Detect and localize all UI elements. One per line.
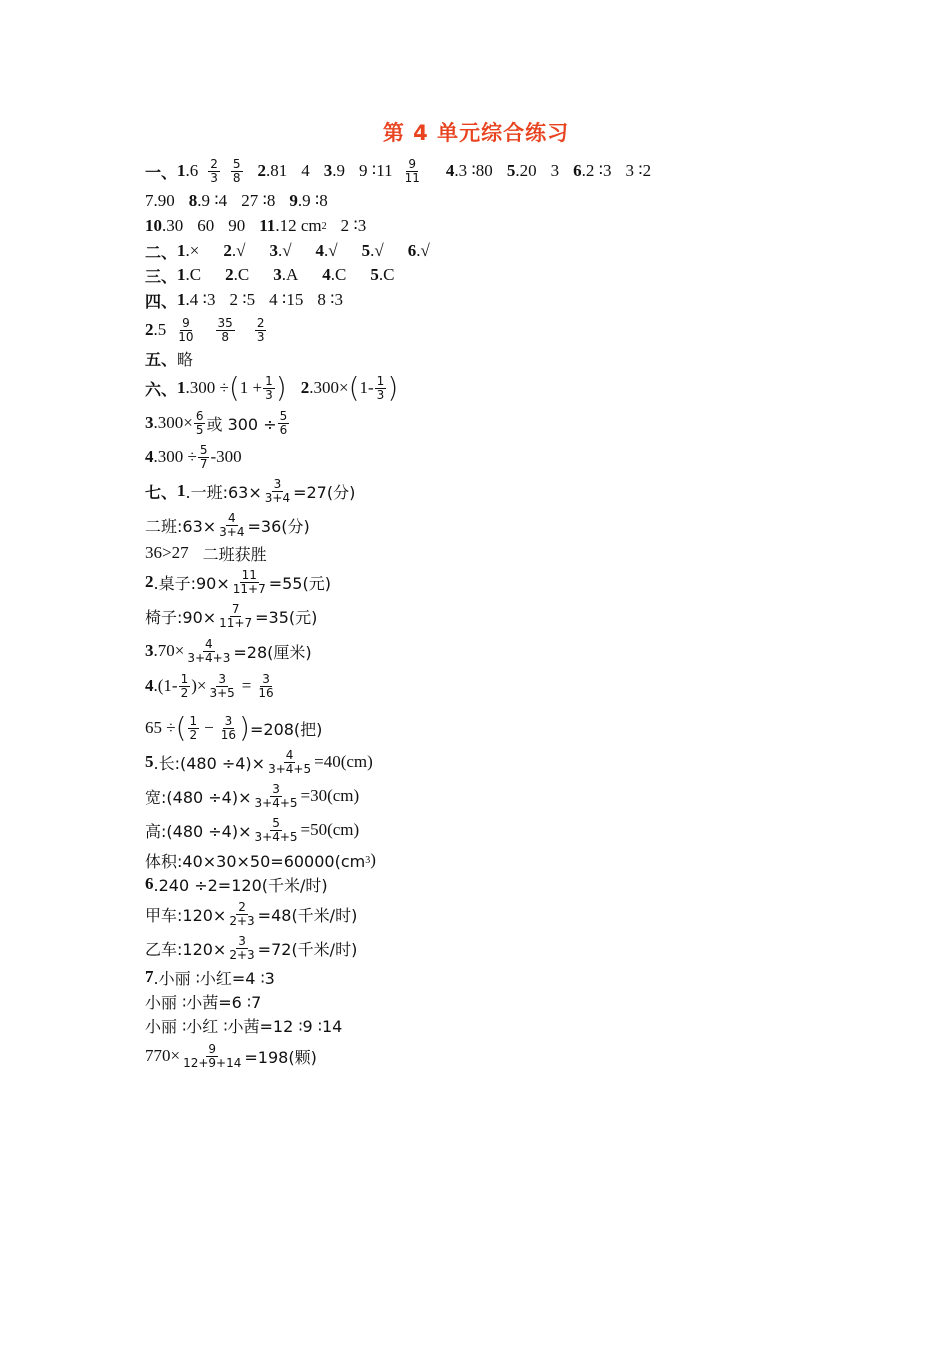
section-7-line-10: 宽:(480 ÷4)× $\frac{3}{3+4+5}$ =30(cm) bbox=[145, 781, 360, 810]
fraction: $\frac{1}{2}$ bbox=[189, 713, 198, 742]
fraction: $\frac{7}{11+7}$ bbox=[219, 601, 253, 630]
section-7-line-7: 4 .(1- $\frac{1}{2}$ )× $\frac{3}{3+5}$ = $\frac{3}{16}$ bbox=[145, 671, 274, 700]
fraction: $\frac{35}{8}$ bbox=[217, 315, 233, 344]
section-2-item-number: 2 bbox=[223, 241, 232, 260]
fraction: $\frac{2}{3}$ bbox=[210, 156, 218, 185]
fraction: $\frac{11}{11+7}$ bbox=[232, 567, 266, 596]
section-7-line-11: 高:(480 ÷4)× $\frac{5}{3+4+5}$ =50(cm) bbox=[145, 815, 360, 844]
section-5-line: 五、 略 bbox=[145, 343, 193, 373]
fraction: $\frac{4}{3+4+3}$ bbox=[187, 636, 231, 665]
fraction: $\frac{5}{3+4+5}$ bbox=[254, 815, 298, 844]
fraction: $\frac{9}{11}$ bbox=[404, 156, 420, 185]
section-4-head: 四、 bbox=[145, 291, 178, 311]
section-3-head: 三、 bbox=[145, 266, 178, 286]
fraction: $\frac{3}{2+3}$ bbox=[229, 933, 255, 962]
section-7-line-2: 二班:63× $\frac{4}{3+4}$ =36(分) bbox=[145, 510, 310, 539]
section-2-item-number: 4 bbox=[315, 241, 325, 260]
section-6-line-1: 六、 1 .300 ÷ ( 1 + $\frac{1}{3}$ ) 2 .300× ( 1- $\frac{1}{3}$ ) bbox=[145, 371, 399, 404]
fraction: $\frac{4}{3+4+5}$ bbox=[268, 747, 312, 776]
fraction: $\frac{2}{2+3}$ bbox=[229, 899, 255, 928]
section-3-item-answer: .C bbox=[330, 265, 347, 284]
section-2-item-answer: .√ bbox=[370, 241, 384, 260]
section-7-line-4: 2 .桌子:90× $\frac{11}{11+7}$ =55(元) bbox=[145, 567, 331, 596]
section-7-line-3: 36>27 二班获胜 bbox=[145, 543, 267, 564]
fraction: $\frac{1}{3}$ bbox=[265, 373, 273, 402]
section-6-line-4: 4 .300 ÷ $\frac{5}{7}$ -300 bbox=[145, 442, 242, 471]
section-3-item-number: 4 bbox=[322, 265, 331, 284]
section-2-item-answer: .√ bbox=[416, 241, 430, 260]
section-7-line-15: 乙车:120× $\frac{3}{2+3}$ =72(千米/时) bbox=[145, 933, 358, 962]
section-3-item-number: 2 bbox=[225, 265, 234, 284]
fraction: $\frac{5}{7}$ bbox=[199, 442, 208, 471]
fraction: $\frac{2}{3}$ bbox=[256, 315, 265, 344]
section-7-line-17: 小丽 ∶小茜=6 ∶7 bbox=[145, 992, 262, 1012]
section-7-line-13: 6 .240 ÷2=120(千米/时) bbox=[145, 874, 328, 895]
fraction: $\frac{3}{3+4}$ bbox=[264, 476, 291, 505]
fraction: $\frac{5}{8}$ bbox=[232, 156, 241, 185]
section-7-line-19: 770× $\frac{9}{12+9+14}$ =198(颗) bbox=[145, 1041, 317, 1070]
section-4-line-2: 2 .5 $\frac{9}{10}$ $\frac{35}{8}$ $\frac{2}{3}$ bbox=[145, 315, 265, 344]
fraction: $\frac{6}{5}$ bbox=[195, 408, 204, 437]
section-3-item-answer: .C bbox=[378, 265, 395, 284]
section-1-line-3: 10 .30 60 90 11 .12 cm 2 2 ∶3 bbox=[145, 216, 367, 235]
section-7-line-6: 3 .70× $\frac{4}{3+4+3}$ =28(厘米) bbox=[145, 636, 312, 665]
fraction: $\frac{5}{6}$ bbox=[279, 408, 288, 437]
section-2-item-number: 5 bbox=[361, 241, 371, 260]
section-3-item-number: 3 bbox=[273, 265, 282, 284]
section-7-line-12: 体积:40×30×50=60000(cm 3 ) bbox=[145, 850, 376, 871]
section-2-item-answer: .√ bbox=[324, 241, 338, 260]
section-2-item-answer: .√ bbox=[277, 241, 292, 260]
section-1-line-1: 一、 1 .6 $\frac{2}{3}$ $\frac{5}{8}$ 2 .81 4 3 .9 9 ∶11 $\frac{9}{11}$ 4 .3 ∶80 5 .20 3 6 .2 ∶3 3 ∶2 bbox=[145, 156, 652, 185]
section-6-head: 六、 bbox=[145, 379, 178, 399]
section-3-item-number: 5 bbox=[370, 265, 379, 284]
section-7-line-16: 7 .小丽 ∶小红=4 ∶3 bbox=[145, 967, 275, 988]
section-3-item-number: 1 bbox=[177, 265, 186, 284]
section-2-item-answer: .× bbox=[185, 241, 200, 260]
section-7-line-9: 5 .长:(480 ÷4)× $\frac{4}{3+4+5}$ =40(cm) bbox=[145, 747, 373, 776]
fraction: $\frac{1}{3}$ bbox=[376, 373, 385, 402]
section-3-item-answer: .A bbox=[281, 265, 299, 284]
section-5-head: 五、 bbox=[145, 349, 178, 369]
fraction: $\frac{3}{3+5}$ bbox=[209, 671, 235, 700]
section-1-head: 一、 bbox=[145, 162, 178, 182]
section-4-line-1: 四、 1 .4 ∶3 2 ∶5 4 ∶15 8 ∶3 bbox=[145, 290, 344, 311]
section-7-line-5: 椅子:90× $\frac{7}{11+7}$ =35(元) bbox=[145, 601, 318, 630]
section-2-item-answer: .√ bbox=[231, 241, 246, 260]
fraction: $\frac{3}{16}$ bbox=[220, 713, 237, 742]
section-7-head: 七、 bbox=[145, 482, 178, 502]
fraction: $\frac{9}{10}$ bbox=[178, 315, 194, 344]
fraction: $\frac{9}{12+9+14}$ bbox=[183, 1041, 242, 1070]
section-2-item-number: 6 bbox=[407, 241, 417, 260]
section-6-line-3: 3 .300× $\frac{6}{5}$ 或 300 ÷ $\frac{5}{6}$ bbox=[145, 408, 288, 437]
section-3-item-answer: .C bbox=[233, 265, 250, 284]
section-7-line-18: 小丽 ∶小红 ∶小茜=12 ∶9 ∶14 bbox=[145, 1016, 343, 1036]
fraction: $\frac{4}{3+4}$ bbox=[219, 510, 245, 539]
section-7-line-8: 65 ÷ ( $\frac{1}{2}$ − $\frac{3}{16}$ ) =208(把) bbox=[145, 711, 323, 744]
section-2-head: 二、 bbox=[145, 242, 178, 262]
fraction: $\frac{3}{16}$ bbox=[258, 671, 274, 700]
section-2-item-number: 3 bbox=[269, 241, 278, 260]
fraction: $\frac{1}{2}$ bbox=[180, 671, 189, 700]
section-2-item-number: 1 bbox=[177, 241, 186, 260]
section-7-line-1: 七、 1 .一班:63× $\frac{3}{3+4}$ =27(分) bbox=[145, 476, 356, 505]
section-1-line-2: 7 .90 8 .9 ∶4 27 ∶8 9 .9 ∶8 bbox=[145, 191, 328, 210]
section-3-item-answer: .C bbox=[185, 265, 202, 284]
fraction: $\frac{3}{3+4+5}$ bbox=[254, 781, 298, 810]
section-7-line-14: 甲车:120× $\frac{2}{2+3}$ =48(千米/时) bbox=[145, 899, 358, 928]
page-title: 第 4 单元综合练习 bbox=[382, 121, 570, 145]
